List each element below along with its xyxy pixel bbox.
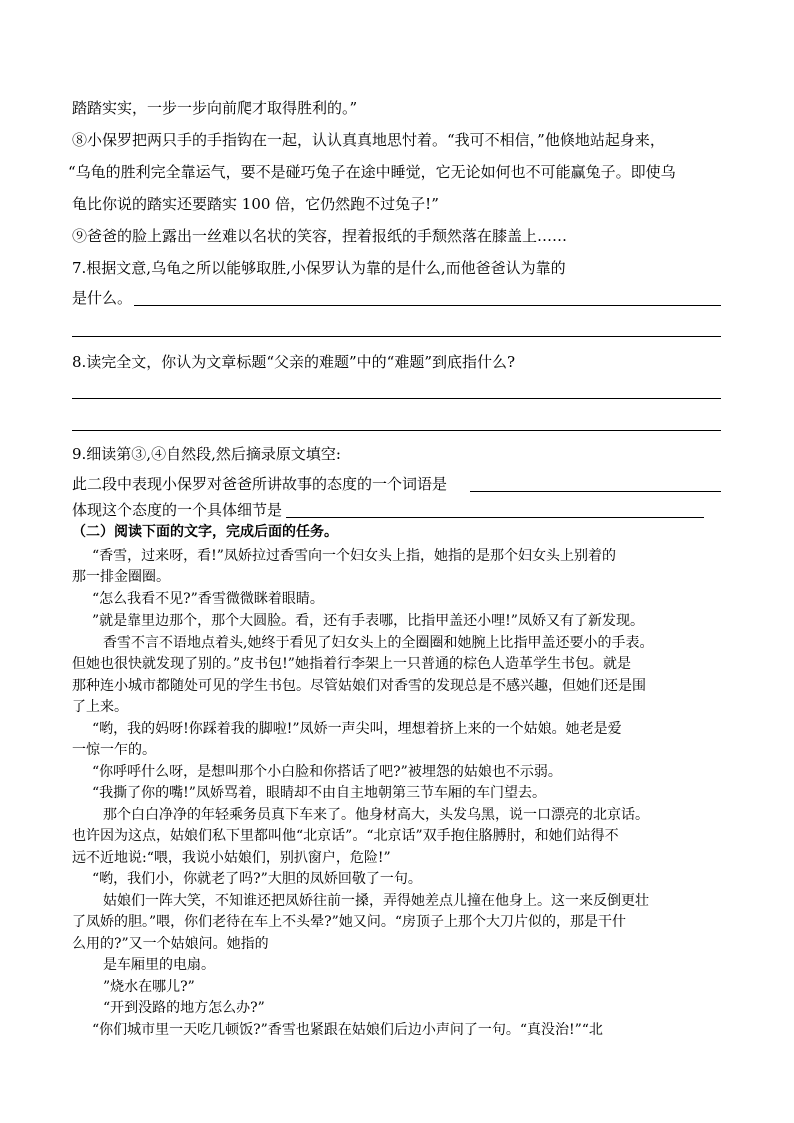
answer-line-q8-2	[72, 430, 721, 431]
question-7-line-1: 7.根据文意,乌龟之所以能够取胜,小保罗认为靠的是什么,而他爸爸认为靠的	[72, 259, 566, 277]
answer-line-q8-1	[72, 398, 721, 399]
story-line: “开到没路的地方怎么办?”	[103, 1000, 265, 1016]
question-7-line-2: 是什么。	[72, 289, 133, 307]
story-line: 一惊一乍的。	[72, 742, 156, 758]
story-line: “你们城市里一天吃几顿饭?”香雪也紧跟在姑娘们后边小声问了一句。“真没治!”“北	[92, 1022, 603, 1038]
story-line: 那一排金圈圈。	[72, 569, 170, 585]
story-line: “哟，我的妈呀!你踩着我的脚啦!”凤娇一声尖叫，埋想着挤上来的一个姑娘。她老是爱	[92, 721, 622, 737]
story-line: 香雪不言不语地点着头,她终于看见了妇女头上的全圈圈和她腕上比指甲盖还要小的手表。	[103, 635, 654, 651]
question-9-blank-1	[470, 491, 721, 492]
story-line: ”就是靠里边那个，那个大圆脸。看，还有手表哪，比指甲盖还小哩!”凤娇又有了新发现。	[92, 613, 644, 629]
story-line: “怎么我看不见?”香雪微微眯着眼睛。	[92, 591, 324, 607]
story-line: 那个白白净净的年轻乘务员真下车来了。他身材高大，头发乌黑，说一口漂亮的北京话。	[103, 807, 649, 823]
story-line: 远不近地说:“喂，我说小姑娘们，别扒窗户，危险!”	[72, 850, 391, 866]
question-8: 8.读完全文，你认为文章标题“父亲的难题”中的“难题”到底指什么?	[72, 353, 516, 371]
story-line: “香雪，过来呀，看!”凤娇拉过香雪向一个妇女头上指，她指的是那个妇女头上别着的	[92, 548, 616, 564]
paragraph-continuation: 踏踏实实，一步一步向前爬才取得胜利的。”	[72, 99, 358, 117]
question-9: 9.细读第③,④自然段,然后摘录原文填空:	[72, 445, 341, 463]
paragraph-8-line-1: ⑧小保罗把两只手的手指钩在一起，认认真真地思忖着。“我可不相信，”他倏地站起身来，	[72, 131, 665, 149]
answer-line-q7-2	[72, 336, 721, 337]
paragraph-9: ⑨爸爸的脸上露出一丝难以名状的笑容，捏着报纸的手颓然落在膝盖上……	[72, 227, 568, 245]
story-line: 姑娘们一阵大笑，不知谁还把凤娇往前一搡，弄得她差点儿撞在他身上。这一来反倒更壮	[103, 893, 649, 909]
story-line: “哟，我们小，你就老了吗?”大胆的凤娇回敬了一句。	[92, 871, 422, 887]
question-9-blank-2	[286, 517, 704, 518]
story-line: “我撕了你的嘴!”凤娇骂着，眼睛却不由自主地朝第三节车厢的车门望去。	[92, 785, 546, 801]
story-line: “你呼呼什么呀，是想叫那个小白脸和你搭话了吧?”被埋怨的姑娘也不示弱。	[92, 764, 562, 780]
story-line: 但她也很快就发现了别的。”皮书包!”她指着行李架上一只普通的棕色人造革学生书包。就是	[72, 656, 631, 672]
story-line: 了上来。	[72, 699, 128, 715]
section-2-heading: （二）阅读下面的文字，完成后面的任务。	[72, 524, 338, 540]
story-line: ”烧水在哪儿?”	[103, 979, 195, 995]
question-9-blank-1-label: 此二段中表现小保罗对爸爸所讲故事的态度的一个词语是	[72, 475, 448, 493]
story-line: 也许因为这点，姑娘们私下里都叫他“北京话”。“北京话”双手抱住胳膊肘，和她们站得不	[72, 828, 619, 844]
paragraph-8-line-2: “乌龟的胜利完全靠运气，要不是碰巧兔子在途中睡觉，它无论如何也不可能赢兔子。即使乌	[68, 163, 676, 181]
story-line: 么用的?”又一个姑娘问。她指的	[72, 936, 269, 952]
paragraph-8-line-3: 龟比你说的踏实还要踏实 100 倍，它仍然跑不过兔子!”	[72, 195, 439, 213]
story-line: 那种连小城市都随处可见的学生书包。尽管姑娘们对香雪的发现总是不感兴趣，但她们还是围	[72, 678, 646, 694]
question-9-blank-2-label: 体现这个态度的一个具体细节是	[72, 501, 283, 519]
story-line: 是车厢里的电扇。	[103, 957, 215, 973]
answer-line-q7-1	[134, 305, 721, 306]
story-line: 了凤娇的胆。”喂，你们老待在车上不头晕?”她又问。“房顶子上那个大刀片似的，那是干什	[72, 914, 626, 930]
